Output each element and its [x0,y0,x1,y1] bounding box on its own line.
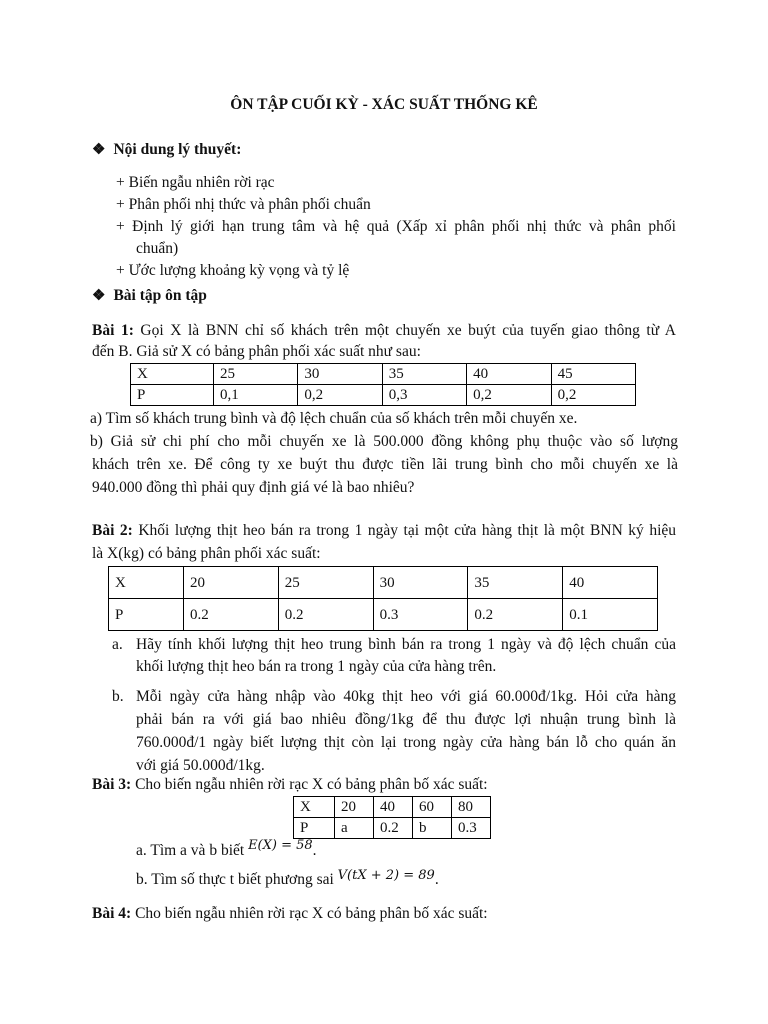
table-cell: b [413,818,452,839]
table-cell: 45 [551,364,635,385]
bai1-part-a: a) Tìm số khách trung bình và độ lệch chuẩn của số khách trên mỗi chuyến xe. [90,410,578,427]
variance-formula: V(tX + 2) = 89 [337,868,435,883]
bai2-label: Bài 2: [92,522,133,539]
bai1-part-b-line1: b) Giả sử chi phí cho mỗi chuyến xe là 500.000 đồng không phụ thuộc vào số lượng [90,433,678,450]
table-cell: 80 [452,797,491,818]
table-cell: 0.3 [452,818,491,839]
expectation-formula: E(X) = 58 [248,838,313,853]
table-row [131,364,636,385]
bai2-line2: là X(kg) có bảng phân phối xác suất: [92,545,321,562]
table-cell: 0.2 [374,818,413,839]
bai2-part-b-line1: Mỗi ngày cửa hàng nhập vào 40kg thịt heo với giá 60.000đ/1kg. Hỏi cửa hàng [136,688,676,705]
table-cell: 40 [563,567,658,599]
theory-item: + Phân phối nhị thức và phân phối chuẩn [116,196,371,213]
table-row [109,567,658,599]
table-cell: 0.2 [468,599,563,631]
bai2-b-marker: b. [112,688,124,705]
table-cell: X [131,364,214,385]
table-cell: 0.1 [563,599,658,631]
bai2-part-a-line1: Hãy tính khối lượng thịt heo trung bình bán ra trong 1 ngày và độ lệch chuẩn của [136,636,676,653]
table-cell: 25 [278,567,373,599]
bai2-a-marker: a. [112,636,123,653]
bai1-part-b-line2: khách trên xe. Để công ty xe buýt thu được tiền lãi trung bình cho mỗi chuyến xe là [92,456,678,473]
table-cell: 40 [467,364,551,385]
theory-item-continued: chuẩn) [136,240,179,257]
table-cell: 35 [468,567,563,599]
table-cell: 0.2 [278,599,373,631]
bai1-part-b-line3: 940.000 đồng thì phải quy định giá vé là bao nhiêu? [92,479,415,496]
table-cell: 0,3 [382,385,466,406]
bai1-line2: đến B. Giả sử X có bảng phân phối xác suất như sau: [92,343,421,360]
theory-item: + Định lý giới hạn trung tâm và hệ quả (Xấp xỉ phân phối nhị thức và phân phối [116,218,676,235]
bai2-part-a-line2: khối lượng thịt heo bán ra trong 1 ngày của cửa hàng trên. [136,658,497,675]
table-row [294,818,491,839]
table-cell: 0.3 [373,599,468,631]
bai3-part-b: b. Tìm số thực t biết phương sai $^{V(tX + 2) = 89}$. [136,868,439,888]
bai3-label: Bài 3: [92,776,132,793]
bai1-label: Bài 1: [92,322,134,339]
theory-item: + Ước lượng khoảng kỳ vọng và tỷ lệ [116,262,350,279]
table-cell: 30 [298,364,382,385]
exercises-heading-text: Bài tập ôn tập [113,287,207,304]
bai1-line1: Bài 1: Gọi X là BNN chỉ số khách trên một chuyến xe buýt của tuyến giao thông từ A [92,322,676,339]
table-cell: P [131,385,214,406]
table-cell: 0,1 [214,385,298,406]
bai3-table [293,796,491,839]
table-cell: 0,2 [298,385,382,406]
theory-item: + Biến ngẫu nhiên rời rạc [116,174,275,191]
page-title: ÔN TẬP CUỐI KỲ - XÁC SUẤT THỐNG KÊ [230,96,538,113]
bai2-part-b-line4: với giá 50.000đ/1kg. [136,757,265,774]
table-cell: 20 [184,567,279,599]
bai4-line1: Bài 4: Cho biến ngẫu nhiên rời rạc X có bảng phân bố xác suất: [92,905,488,922]
theory-heading [92,140,241,159]
table-cell: X [109,567,184,599]
table-cell: 0,2 [467,385,551,406]
table-cell: P [109,599,184,631]
bai2-line1: Bài 2: Khối lượng thịt heo bán ra trong 1 ngày tại một cửa hàng thịt là một BNN ký hiệu [92,522,677,539]
table-cell: 35 [382,364,466,385]
table-cell: 0,2 [551,385,635,406]
table-cell: P [294,818,335,839]
bai3-part-a: a. Tìm a và b biết $^{E(X) = 58}$. [136,838,317,859]
table-cell: 25 [214,364,298,385]
table-cell: 0.2 [184,599,279,631]
bai1-table [130,363,636,406]
bai3-line1: Bài 3: Cho biến ngẫu nhiên rời rạc X có bảng phân bố xác suất: [92,776,488,793]
table-row [131,385,636,406]
diamond-bullet-icon: ❖ [92,142,106,158]
diamond-bullet-icon: ❖ [92,288,106,304]
exercises-heading [92,286,207,305]
bai2-table [108,566,658,631]
table-cell: X [294,797,335,818]
table-cell: 40 [374,797,413,818]
table-row [109,599,658,631]
table-cell: 30 [373,567,468,599]
table-cell: 20 [335,797,374,818]
bai2-part-b-line3: 760.000đ/1 ngày biết lượng thịt còn lại trong ngày cửa hàng bán lỗ cho quán ăn [136,734,676,751]
table-cell: 60 [413,797,452,818]
theory-heading-text: Nội dung lý thuyết: [113,141,242,158]
bai2-part-b-line2: phải bán ra với giá bao nhiêu đồng/1kg để thu được lợi nhuận trung bình là [136,711,676,728]
bai4-label: Bài 4: [92,905,132,922]
table-cell: a [335,818,374,839]
table-row [294,797,491,818]
